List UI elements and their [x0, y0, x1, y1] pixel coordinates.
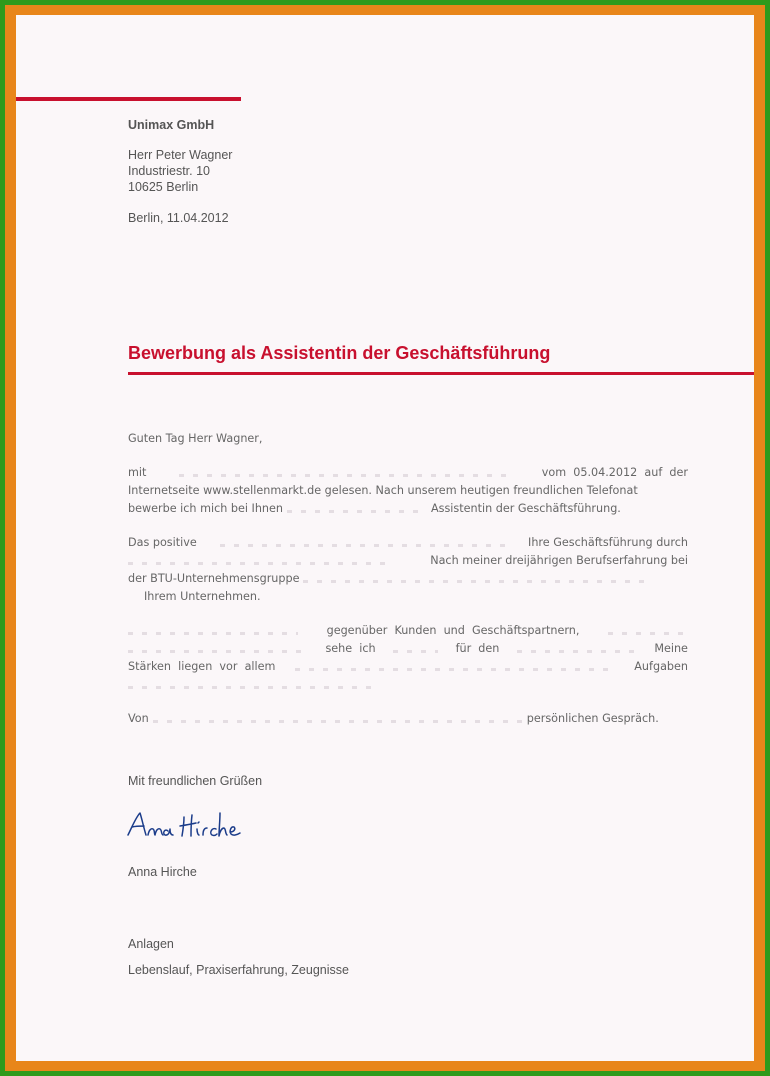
p3-l2-end: Meine — [654, 642, 688, 655]
greeting: Guten Tag Herr Wagner, — [128, 432, 263, 445]
redacted-text — [393, 640, 438, 658]
recipient-street: Industriestr. 10 — [128, 164, 210, 178]
paragraph-4 — [128, 710, 688, 728]
p1-l1-end: vom 05.04.2012 auf der — [541, 466, 688, 479]
p2-line-4 — [128, 588, 688, 606]
subject-rule — [128, 372, 754, 375]
redacted-text — [295, 658, 615, 676]
redacted-text — [517, 640, 637, 658]
redacted-text — [608, 622, 688, 640]
paragraph-3 — [128, 622, 688, 694]
letter-page — [16, 15, 754, 1061]
p1-l3-end: Assistentin der Geschäftsführung. — [430, 502, 621, 515]
redacted-text — [128, 640, 308, 658]
redacted-text — [153, 710, 523, 728]
p1-line-2: Internetseite www.stellenmarkt.de gelesen. Nach unserem heutigen freundlichen Telefonat — [128, 484, 638, 497]
letter-subject: Bewerbung als Assistentin der Geschäftsführung — [128, 343, 551, 363]
company-name: Unimax GmbH — [128, 118, 215, 132]
p3-line-3 — [128, 658, 688, 676]
recipient-name: Herr Peter Wagner — [128, 148, 233, 162]
p3-line-1 — [128, 622, 688, 640]
p3-l1-mid: gegenüber Kunden und Geschäftspartnern, — [326, 624, 580, 637]
redacted-text — [220, 534, 505, 552]
p3-l2-mid1: sehe ich — [325, 642, 376, 655]
p2-line-3 — [128, 570, 688, 588]
redacted-text — [287, 500, 427, 518]
p2-l2-end: Nach meiner dreijährigen Berufserfahrung bei — [430, 554, 688, 567]
p3-l3-end: Aufgaben — [634, 660, 688, 673]
paragraph-1 — [128, 464, 688, 518]
p1-l1-start: mit — [128, 466, 147, 479]
p4-start: Von — [128, 712, 149, 725]
signer-name: Anna Hirche — [128, 865, 197, 879]
p3-line-2 — [128, 640, 688, 658]
p2-l1-start: Das positive — [128, 536, 197, 549]
recipient-address — [128, 147, 232, 195]
p2-l4-end: Ihrem Unternehmen. — [144, 590, 261, 603]
enclosures-list: Lebenslauf, Praxiserfahrung, Zeugnisse — [128, 963, 349, 977]
p2-line-2 — [128, 552, 688, 570]
paragraph-2 — [128, 534, 688, 606]
redacted-text — [179, 464, 509, 482]
redacted-text — [128, 622, 298, 640]
p2-l3-start: der BTU-Unternehmensgruppe — [128, 572, 300, 585]
redacted-text — [303, 570, 648, 588]
recipient-city: 10625 Berlin — [128, 180, 199, 194]
p2-line-1 — [128, 534, 688, 552]
closing: Mit freundlichen Grüßen — [128, 774, 263, 788]
p3-l3-start: Stärken liegen vor allem — [128, 660, 276, 673]
p1-l3-start: bewerbe ich mich bei Ihnen — [128, 502, 283, 515]
letter-body — [128, 430, 688, 744]
p3-l2-mid2: für den — [455, 642, 500, 655]
p1-line-1 — [128, 464, 688, 482]
enclosures-label: Anlagen — [128, 937, 174, 951]
p1-line-3 — [128, 500, 688, 518]
header-rule — [16, 97, 241, 101]
p4-line-1 — [128, 710, 688, 728]
p2-l1-end: Ihre Geschäftsführung durch — [528, 536, 688, 549]
redacted-text — [128, 676, 373, 694]
redacted-text — [128, 552, 388, 570]
handwritten-signature — [124, 805, 254, 850]
p4-end: persönlichen Gespräch. — [526, 712, 659, 725]
p3-line-4 — [128, 676, 688, 694]
letter-date: Berlin, 11.04.2012 — [128, 211, 229, 225]
